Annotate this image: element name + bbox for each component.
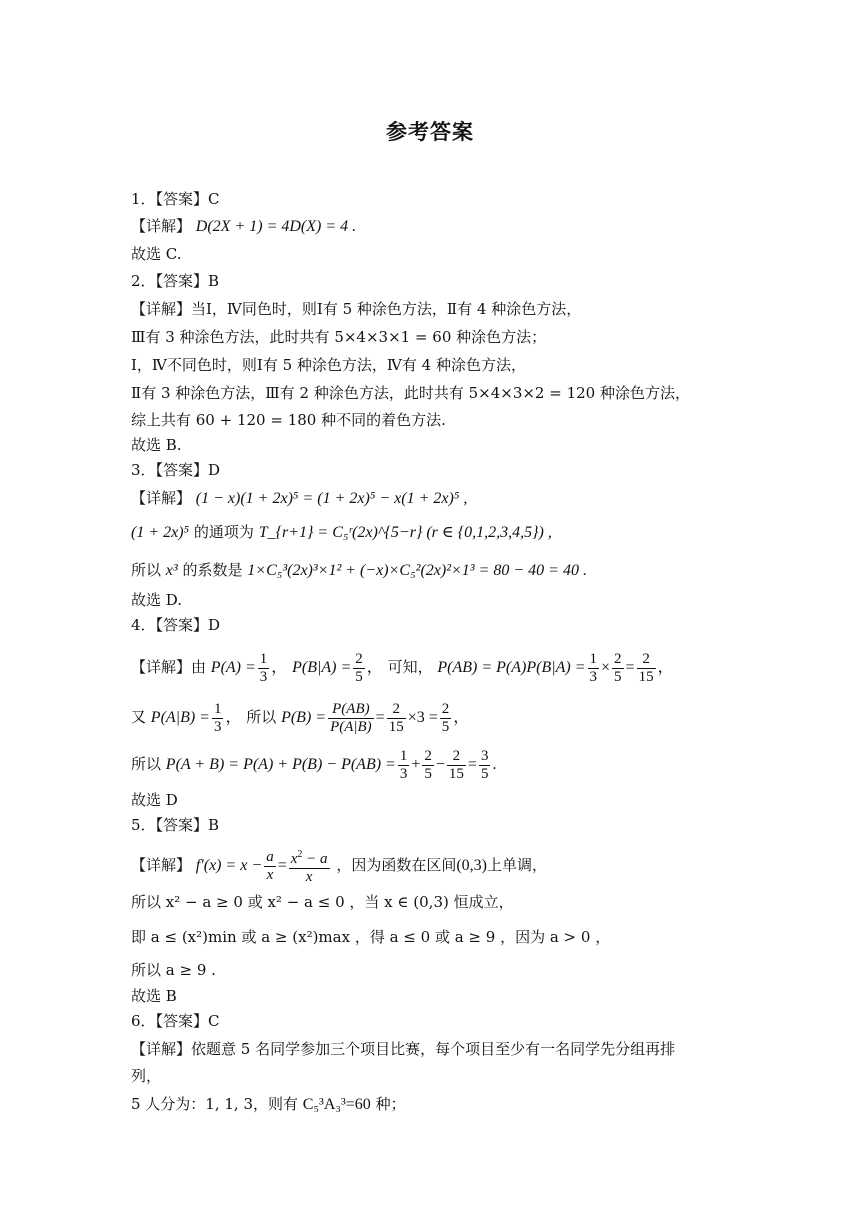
q5-interval: (0,3) xyxy=(456,857,487,874)
q3-expansion: (1 − x)(1 + 2x)⁵ = (1 + 2x)⁵ − x(1 + 2x)⁵ , xyxy=(195,490,468,507)
q4-fraction: $\frac{1}{3}$ xyxy=(399,747,408,782)
q3-detail-line2 xyxy=(131,522,552,543)
q1-conclusion: 故选 C. xyxy=(131,245,182,263)
q2-detail-line: Ⅰ，Ⅳ不同色时，则Ⅰ有 5 种涂色方法，Ⅳ有 4 种涂色方法， xyxy=(131,356,526,374)
q4-formula: P(B) = xyxy=(281,709,327,726)
q4-fraction: $\frac{2}{5}$ xyxy=(355,650,363,685)
q3-detail-line1 xyxy=(131,488,467,509)
q4-fraction: $\frac{2}{5}$ xyxy=(441,700,450,735)
q4-text: 可知， xyxy=(387,658,433,676)
q5-detail-label: 【详解】 xyxy=(131,856,192,874)
page-title: 参考答案 xyxy=(386,120,474,144)
q4-fraction: $\frac{2}{15}$ xyxy=(388,700,404,735)
q5-derivative: f′(x) = x − xyxy=(195,857,263,874)
q1-answer: 1．【答案】C xyxy=(131,190,220,208)
q3-text: 所以 xyxy=(131,561,162,579)
q3-text: 的系数是 xyxy=(182,561,243,579)
q5-detail-line3: 即 a ≤ (x²)min 或 a ≥ (x²)max ，得 a ≤ 0 或 a ≥ 9 ，因为 a > 0 ， xyxy=(131,928,611,946)
q4-conclusion: 故选 D xyxy=(131,791,178,809)
q4-text: 所以 xyxy=(131,755,162,773)
q6-text: 5 人分为：1, 1, 3，则有 xyxy=(131,1095,299,1113)
q3-coefficient: 1×C₅³(2x)³×1² + (−x)×C₅²(2x)²×1³ = 80 − 40 = 40 . xyxy=(247,562,587,579)
q6-detail-line2: 列， xyxy=(131,1067,162,1085)
q4-formula: P(A + B) = P(A) + P(B) − P(AB) = xyxy=(165,756,396,773)
q4-detail-line1: 【详解】由 P(A) = $\frac{1}{3}$ ， P(B|A) = $\frac{2}{5}$ ， 可知， P(AB) = P(A)P(B|A) = $\frac{1}{3}$ × $\frac{2}{5}$ = $\frac{2}{15}$ ， xyxy=(131,650,674,685)
q2-conclusion: 故选 B. xyxy=(131,436,182,454)
q6-formula: C₅³A₃³=60 xyxy=(302,1096,371,1113)
q4-detail-line3: 所以 P(A + B) = P(A) + P(B) − P(AB) = $\frac{1}{3}$ + $\frac{2}{5}$ − $\frac{2}{15}$ = $\frac{3}{5}$ . xyxy=(131,747,497,782)
q4-fraction: $\frac{1}{3}$ xyxy=(213,700,222,735)
q3-answer: 3．【答案】D xyxy=(131,461,221,479)
q4-fraction: $\frac{P(AB)}{P(A|B)}$ xyxy=(330,700,372,735)
q1-detail-label: 【详解】 xyxy=(131,217,192,235)
q4-formula: P(A|B) = xyxy=(150,709,210,726)
q3-term: x³ xyxy=(165,562,178,579)
q6-text: 种； xyxy=(375,1095,406,1113)
q3-text: 的通项为 xyxy=(193,523,254,541)
q2-detail-line: Ⅱ有 3 种涂色方法，Ⅲ有 2 种涂色方法，此时共有 5×4×3×2 = 120 种涂色方法， xyxy=(131,384,690,402)
q5-detail-line1: 【详解】 f′(x) = x − $\frac{a}{x}$ = $\frac{x^2 - a}{x}$ ，因为函数在区间(0,3)上单调， xyxy=(131,846,547,886)
q4-formula: P(B|A) = xyxy=(292,659,352,676)
q5-text: ，因为函数在区间 xyxy=(336,856,457,874)
q3-conclusion: 故选 D. xyxy=(131,591,183,609)
q2-detail-line: Ⅲ有 3 种涂色方法，此时共有 5×4×3×1 = 60 种涂色方法； xyxy=(131,328,547,346)
q4-text: 所以 xyxy=(246,708,277,726)
q2-detail-line: 综上共有 60 + 120 = 180 种不同的着色方法. xyxy=(131,411,446,429)
q4-formula: P(A) = xyxy=(210,659,256,676)
q5-text: 上单调， xyxy=(486,856,547,874)
q5-detail-line2: 所以 x² − a ≥ 0 或 x² − a ≤ 0 ，当 x ∈ (0,3) 恒成立， xyxy=(131,893,514,911)
q4-fraction: $\frac{1}{3}$ xyxy=(259,650,268,685)
q3-general-term: T_{r+1} = C₅ʳ(2x)^{5−r} (r ∈ {0,1,2,3,4,5}) , xyxy=(258,524,552,541)
q4-fraction: $\frac{3}{5}$ xyxy=(480,747,489,782)
q4-answer: 4．【答案】D xyxy=(131,616,221,634)
q2-detail-line: 【详解】当Ⅰ，Ⅳ同色时，则Ⅰ有 5 种涂色方法，Ⅱ有 4 种涂色方法， xyxy=(131,300,582,318)
q5-fraction: $\frac{a}{x}$ xyxy=(266,848,274,883)
q4-detail-line2: 又 P(A|B) = $\frac{1}{3}$ ， 所以 P(B) = $\frac{P(AB)}{P(A|B)}$ = $\frac{2}{15}$ ×3 = $\frac{2}{5}$ ， xyxy=(131,700,470,735)
q3-detail-line3 xyxy=(131,560,587,581)
q5-detail-line4: 所以 a ≥ 9 . xyxy=(131,961,216,979)
q6-detail-line3 xyxy=(131,1094,406,1115)
q5-fraction: $\frac{x^2 - a}{x}$ xyxy=(289,846,330,886)
q4-fraction: $\frac{2}{5}$ xyxy=(424,747,432,782)
q3-detail-label: 【详解】 xyxy=(131,489,192,507)
q4-fraction: $\frac{2}{15}$ xyxy=(638,650,654,685)
q5-conclusion: 故选 B xyxy=(131,987,177,1005)
q6-detail-line1: 【详解】依题意 5 名同学参加三个项目比赛，每个项目至少有一名同学先分组再排 xyxy=(131,1040,676,1058)
q4-text: 【详解】由 xyxy=(131,658,207,676)
q4-fraction: $\frac{2}{5}$ xyxy=(614,650,622,685)
q2-answer: 2．【答案】B xyxy=(131,272,220,290)
q4-fraction: $\frac{1}{3}$ xyxy=(589,650,598,685)
q6-answer: 6．【答案】C xyxy=(131,1012,220,1030)
q4-formula: P(AB) = P(A)P(B|A) = xyxy=(437,659,586,676)
q1-formula: D(2X + 1) = 4D(X) = 4 . xyxy=(195,218,357,235)
q4-text: 又 xyxy=(131,708,147,726)
q3-binomial: (1 + 2x)⁵ xyxy=(131,524,190,541)
q1-detail xyxy=(131,216,356,237)
q4-fraction: $\frac{2}{15}$ xyxy=(448,747,464,782)
q5-answer: 5．【答案】B xyxy=(131,816,220,834)
